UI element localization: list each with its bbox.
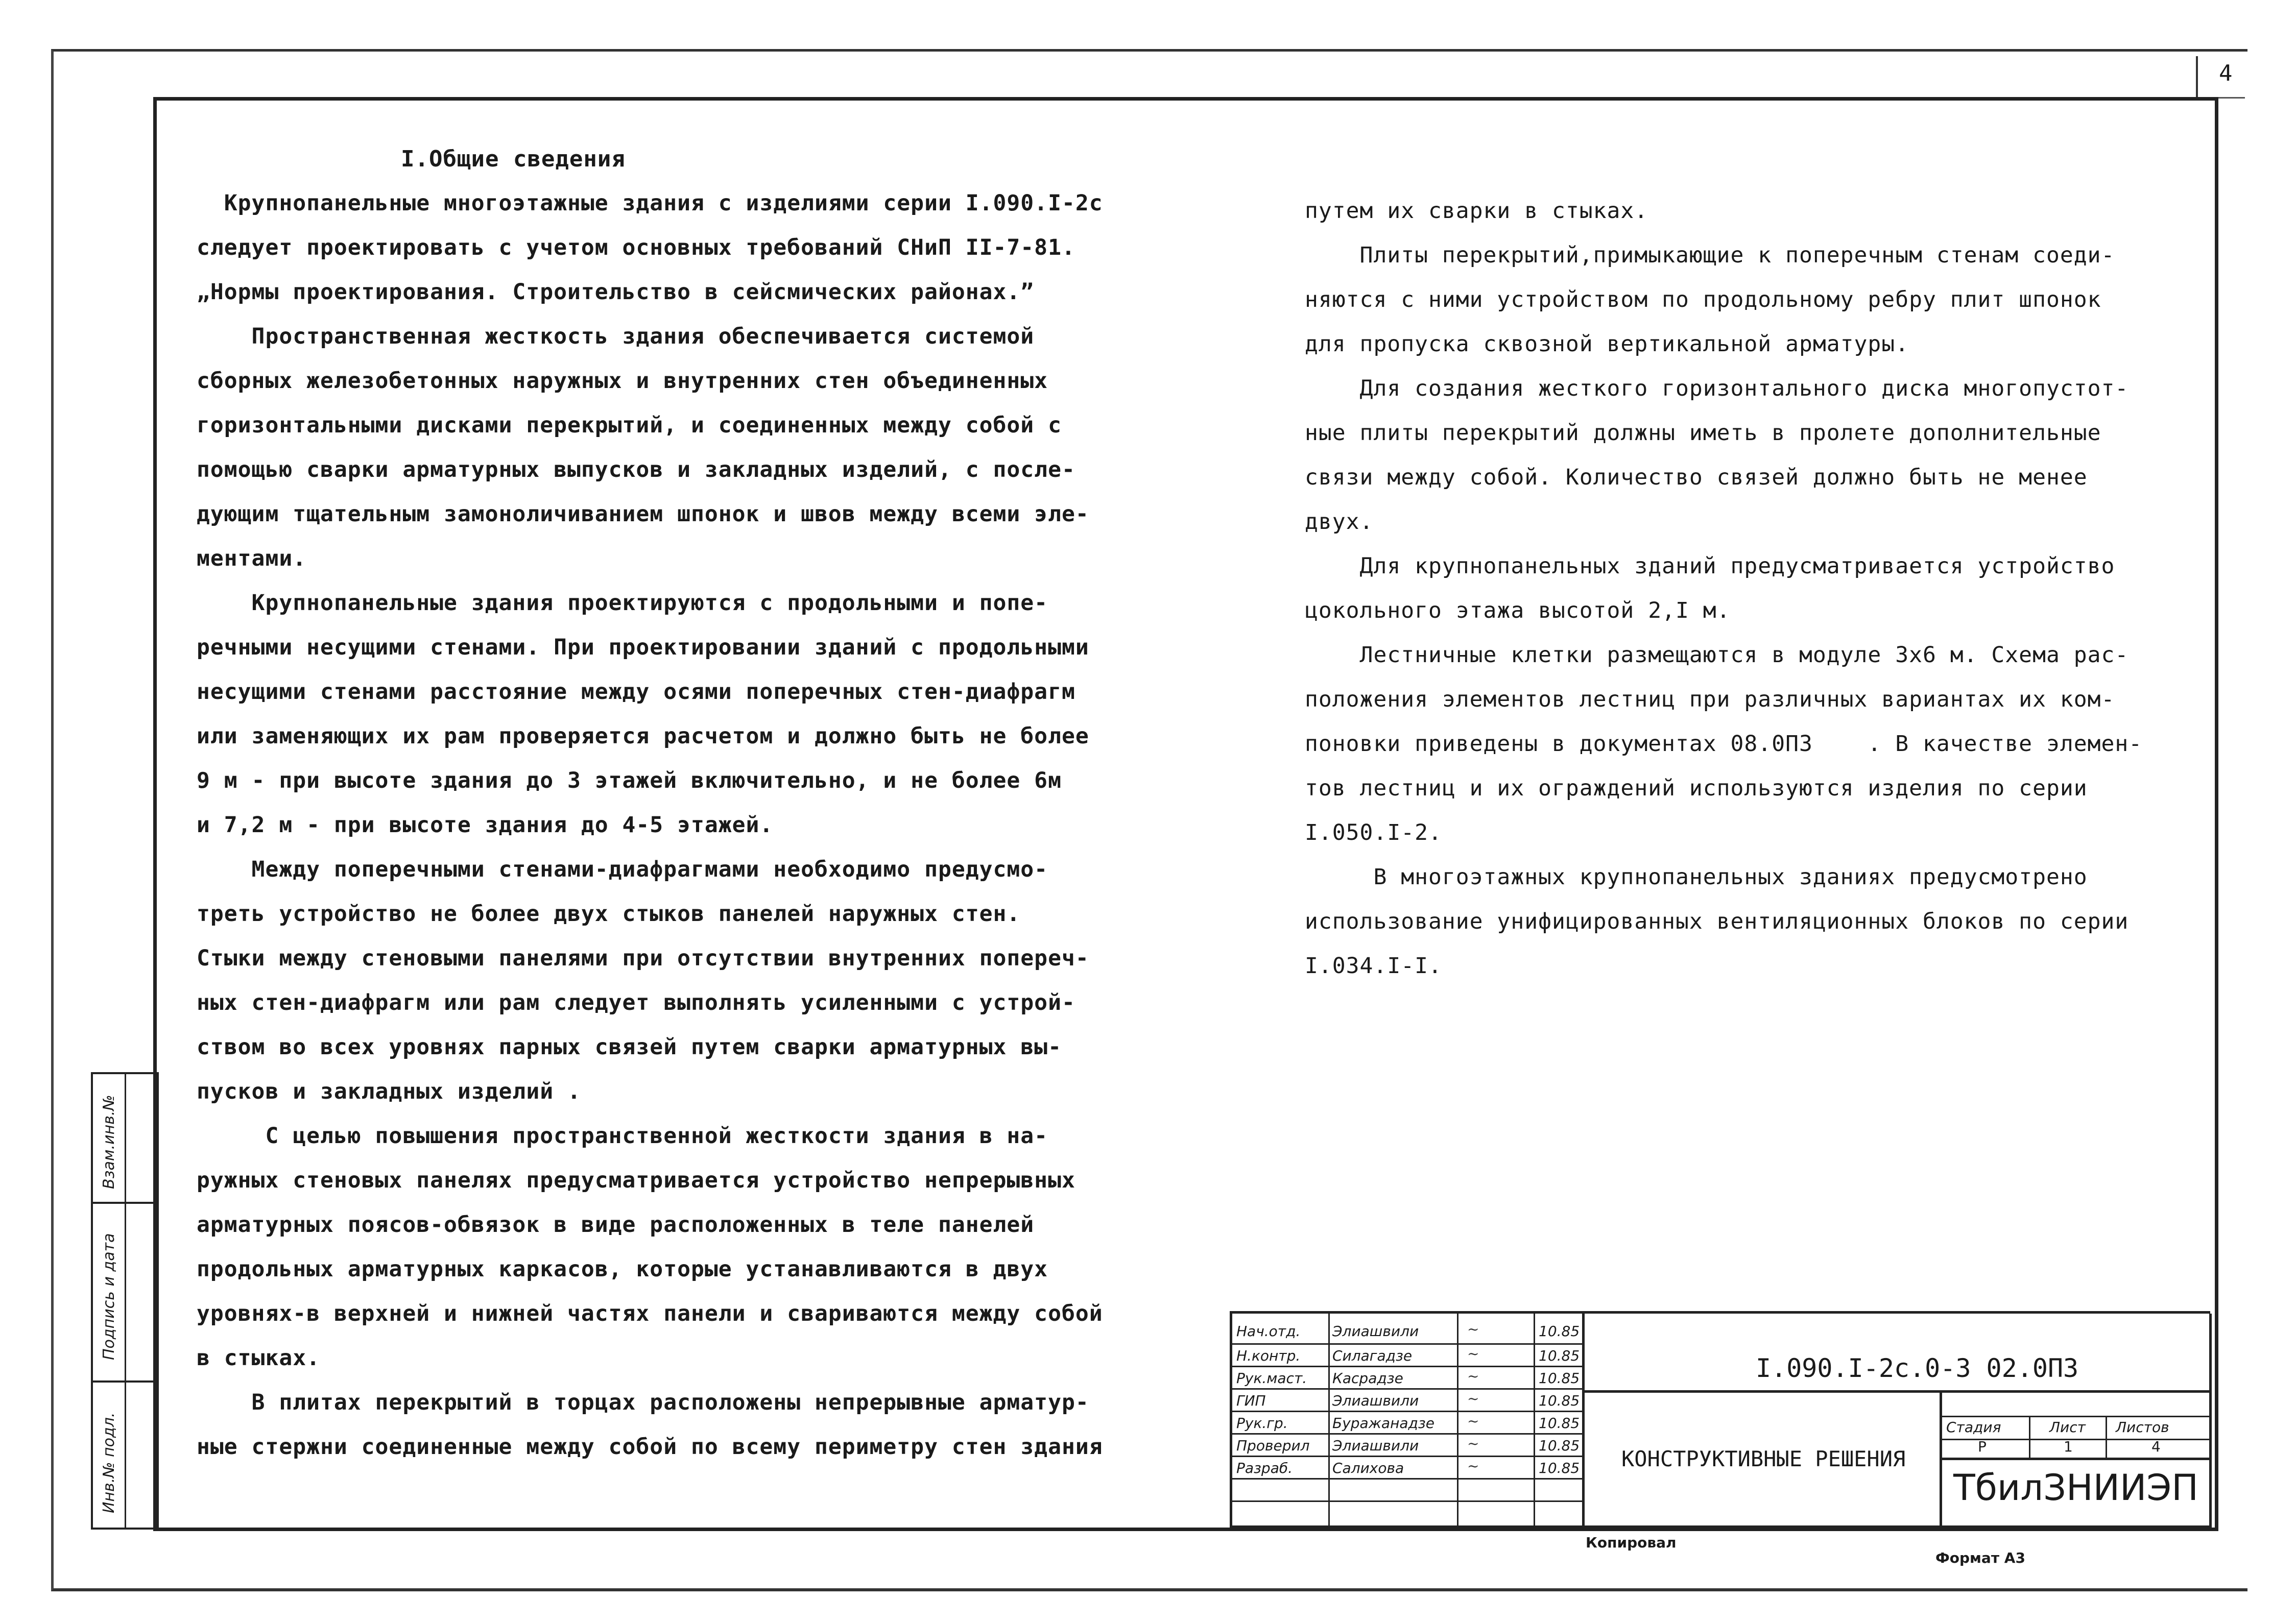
text-line: речными несущими стенами. При проектировании зданий с продольными bbox=[197, 635, 1089, 660]
stamp-name: Элиашвили bbox=[1332, 1437, 1419, 1454]
stamp-line bbox=[1940, 1458, 2210, 1460]
right-column bbox=[1305, 189, 2142, 988]
stamp-line bbox=[2209, 1314, 2212, 1528]
text-line: Между поперечными стенами-диафрагмами необходимо предусмо- bbox=[197, 857, 1048, 882]
stamp-line bbox=[1232, 1500, 1582, 1502]
stamp-role: Н.контр. bbox=[1236, 1347, 1301, 1364]
text-line: треть устройство не более двух стыков панелей наружных стен. bbox=[197, 901, 1021, 927]
text-line: пусков и закладных изделий . bbox=[197, 1079, 581, 1104]
stamp-date: 10.85 bbox=[1539, 1323, 1580, 1340]
stamp-line bbox=[1232, 1388, 1582, 1390]
stamp-role: Рук.гр. bbox=[1236, 1415, 1288, 1432]
sheet-value: 1 bbox=[2064, 1438, 2073, 1455]
text-line: сборных железобетонных наружных и внутренних стен объединенных bbox=[197, 368, 1048, 394]
text-line: положения элементов лестниц при различных вариантах их ком- bbox=[1305, 687, 2115, 712]
text-line: несущими стенами расстояние между осями поперечных стен-диафрагм bbox=[197, 679, 1075, 705]
text-line: связи между собой. Количество связей должно быть не менее bbox=[1305, 465, 2088, 490]
text-line: Для создания жесткого горизонтального диска многопустот- bbox=[1305, 376, 2129, 401]
stamp-line bbox=[1232, 1478, 1582, 1480]
stage-label: Стадия bbox=[1946, 1419, 2001, 1436]
drawing-title: КОНСТРУКТИВНЫЕ РЕШЕНИЯ bbox=[1621, 1446, 1906, 1471]
text-line: или заменяющих их рам проверяется расчетом и должно быть не более bbox=[197, 723, 1089, 749]
side-strip-divider bbox=[125, 1074, 126, 1528]
stamp-role: Рук.маст. bbox=[1236, 1370, 1307, 1387]
stamp-line bbox=[2029, 1416, 2030, 1458]
signature-mark: ~ bbox=[1467, 1345, 1479, 1362]
text-line: тов лестниц и их ограждений используются изделия по серии bbox=[1305, 776, 2088, 801]
text-line: в стыках. bbox=[197, 1345, 320, 1371]
stamp-line bbox=[1232, 1433, 1582, 1435]
stamp-date: 10.85 bbox=[1539, 1460, 1580, 1476]
text-line: В плитах перекрытий в торцах расположены непрерывные арматур- bbox=[197, 1390, 1089, 1415]
stamp-line bbox=[1328, 1314, 1330, 1528]
left-column-lines bbox=[197, 181, 1103, 1469]
text-line: ные стержни соединенные между собой по всему периметру стен здания bbox=[197, 1434, 1103, 1460]
stamp-date: 10.85 bbox=[1539, 1347, 1580, 1364]
text-line: „Нормы проектирования. Строительство в сейсмических районах.” bbox=[197, 279, 1035, 305]
stamp-line bbox=[2106, 1416, 2107, 1458]
text-line: путем их сварки в стыках. bbox=[1305, 198, 1648, 224]
text-line: арматурных поясов-обвязок в виде расположенных в теле панелей bbox=[197, 1212, 1035, 1238]
signature-mark: ~ bbox=[1467, 1435, 1479, 1452]
text-line: двух. bbox=[1305, 509, 1374, 535]
text-line: Пространственная жесткость здания обеспечивается системой bbox=[197, 324, 1035, 349]
side-strip-line bbox=[93, 1380, 157, 1383]
text-line: поновки приведены в документах 08.0ПЗ . В качестве элемен- bbox=[1305, 731, 2143, 757]
stamp-date: 10.85 bbox=[1539, 1370, 1580, 1387]
signature-mark: ~ bbox=[1467, 1368, 1479, 1385]
stamp-line bbox=[1534, 1314, 1535, 1528]
stamp-line bbox=[1940, 1525, 2210, 1528]
label-replacement-inventory: Взам.инв.№ bbox=[100, 1095, 118, 1189]
label-inventory-original: Инв.№ подл. bbox=[100, 1412, 118, 1513]
stamp-role: Проверил bbox=[1236, 1437, 1310, 1454]
document-code: I.090.I-2с.0-3 02.0ПЗ bbox=[1756, 1353, 2079, 1383]
organization-name: ТбилЗНИИЭП bbox=[1953, 1467, 2198, 1509]
stamp-line bbox=[1232, 1456, 1582, 1457]
stamp-line bbox=[1232, 1525, 1940, 1528]
stamp-line bbox=[1582, 1314, 1585, 1528]
stamp-role: ГИП bbox=[1236, 1392, 1266, 1409]
text-line: ментами. bbox=[197, 546, 307, 571]
stamp-name: Буражанадзе bbox=[1332, 1415, 1435, 1432]
text-line: помощью сварки арматурных выпусков и закладных изделий, с после- bbox=[197, 457, 1075, 482]
text-line: уровнях-в верхней и нижней частях панели и свариваются между собой bbox=[197, 1301, 1103, 1326]
stamp-name: Касрадзе bbox=[1332, 1370, 1403, 1387]
text-line: для пропуска сквозной вертикальной арматуры. bbox=[1305, 331, 1909, 357]
text-line: Лестничные клетки размещаются в модуле 3х6 м. Схема рас- bbox=[1305, 642, 2129, 668]
stamp-line bbox=[1582, 1390, 2210, 1393]
stamp-date: 10.85 bbox=[1539, 1437, 1580, 1454]
text-line: Стыки между стеновыми панелями при отсутствии внутренних попереч- bbox=[197, 946, 1089, 971]
stamp-role: Нач.отд. bbox=[1236, 1323, 1301, 1340]
stamp-name: Элиашвили bbox=[1332, 1323, 1419, 1340]
label-signature-date: Подпись и дата bbox=[100, 1233, 118, 1360]
side-strip-line bbox=[93, 1202, 157, 1204]
left-column bbox=[197, 137, 1103, 1469]
stamp-line bbox=[1940, 1416, 2210, 1417]
copied-by: Копировал bbox=[1586, 1534, 1677, 1551]
text-line: продольных арматурных каркасов, которые устанавливаются в двух bbox=[197, 1256, 1048, 1282]
text-line: Крупнопанельные многоэтажные здания с изделиями серии I.090.I-2с bbox=[197, 190, 1103, 216]
sheet-label: Лист bbox=[2049, 1419, 2086, 1436]
stage-value: Р bbox=[1978, 1438, 1987, 1455]
signature-mark: ~ bbox=[1467, 1458, 1479, 1474]
side-strip bbox=[91, 1072, 159, 1530]
stamp-name: Элиашвили bbox=[1332, 1392, 1419, 1409]
sheet-number: 4 bbox=[2219, 60, 2233, 86]
stamp-line bbox=[1457, 1314, 1458, 1528]
text-line: ных стен-диафрагм или рам следует выполнять усиленными с устрой- bbox=[197, 990, 1075, 1015]
signature-mark: ~ bbox=[1467, 1321, 1479, 1338]
text-line: следует проектировать с учетом основных требований СНиП II-7-81. bbox=[197, 235, 1075, 260]
title-block bbox=[1230, 1311, 2210, 1528]
text-line: няются с ними устройством по продольному ребру плит шпонок bbox=[1305, 287, 2101, 312]
text-line: Крупнопанельные здания проектируются с продольными и попе- bbox=[197, 590, 1048, 616]
stamp-role: Разраб. bbox=[1236, 1460, 1293, 1476]
sheets-value: 4 bbox=[2151, 1438, 2161, 1455]
stamp-date: 10.85 bbox=[1539, 1392, 1580, 1409]
text-line: ружных стеновых панелях предусматривается устройство непрерывных bbox=[197, 1168, 1075, 1193]
text-line: 9 м - при высоте здания до 3 этажей включительно, и не более 6м bbox=[197, 768, 1062, 793]
stamp-line bbox=[1232, 1366, 1582, 1367]
text-line: ные плиты перекрытий должны иметь в пролете дополнительные bbox=[1305, 420, 2101, 446]
signature-mark: ~ bbox=[1467, 1390, 1479, 1407]
signature-mark: ~ bbox=[1467, 1413, 1479, 1430]
stamp-name: Салихова bbox=[1332, 1460, 1404, 1476]
text-line: использование унифицированных вентиляционных блоков по серии bbox=[1305, 909, 2129, 934]
text-line: В многоэтажных крупнопанельных зданиях предусмотрено bbox=[1305, 864, 2088, 890]
section-heading: I.Общие сведения bbox=[401, 146, 626, 172]
text-line: Плиты перекрытий,примыкающие к поперечным стенам соеди- bbox=[1305, 243, 2115, 268]
right-column-lines bbox=[1305, 189, 2142, 988]
text-line: Для крупнопанельных зданий предусматривается устройство bbox=[1305, 553, 2115, 579]
stamp-line bbox=[1232, 1343, 1582, 1345]
text-line: I.050.I-2. bbox=[1305, 820, 1442, 845]
text-line: I.034.I-I. bbox=[1305, 953, 1442, 979]
text-line: дующим тщательным замоноличиванием шпонок и швов между всеми эле- bbox=[197, 501, 1089, 527]
text-line: цокольного этажа высотой 2,I м. bbox=[1305, 598, 1731, 623]
paper-format: Формат А3 bbox=[1935, 1549, 2025, 1566]
sheets-label: Листов bbox=[2116, 1419, 2169, 1436]
stamp-line bbox=[1232, 1411, 1582, 1412]
text-line: ством во всех уровнях парных связей путем сварки арматурных вы- bbox=[197, 1034, 1062, 1060]
text-line: С целью повышения пространственной жесткости здания в на- bbox=[197, 1123, 1048, 1149]
stamp-name: Силагадзе bbox=[1332, 1347, 1413, 1364]
stamp-date: 10.85 bbox=[1539, 1415, 1580, 1432]
text-line: горизонтальными дисками перекрытий, и соединенных между собой с bbox=[197, 413, 1062, 438]
text-line: и 7,2 м - при высоте здания до 4-5 этажей. bbox=[197, 812, 774, 838]
